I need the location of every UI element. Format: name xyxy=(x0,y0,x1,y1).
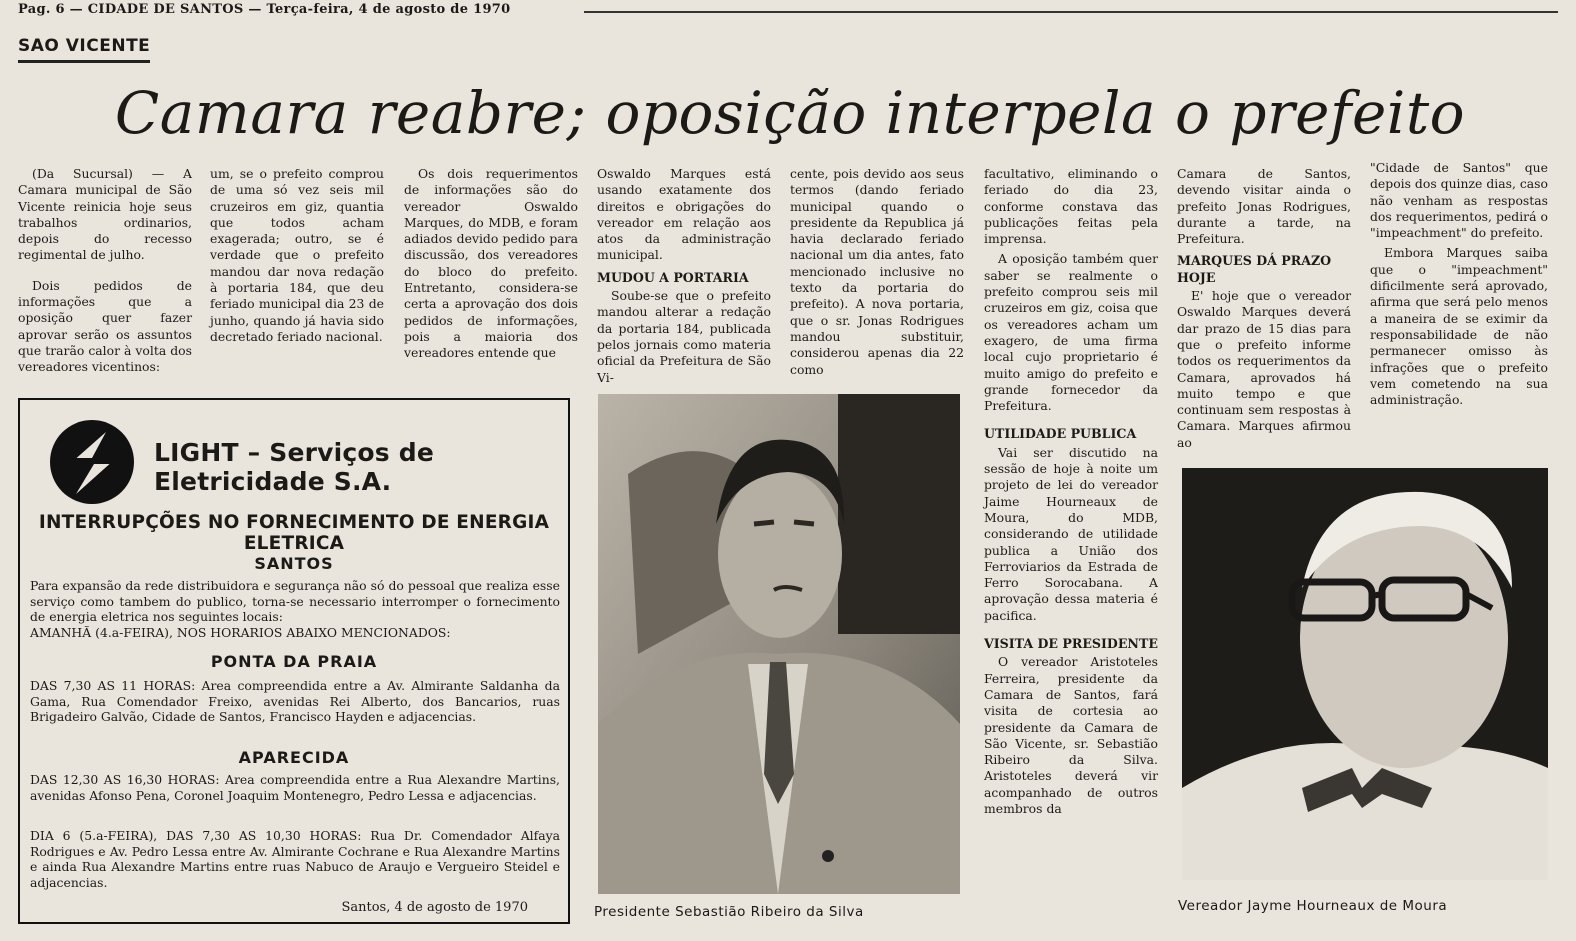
ad-area-text: DAS 7,30 AS 11 HORAS: Area compreendida entre a Av. Almirante Saldanha da Gama, Rua Comendador Freixo, avenidas Rei Alberto, dos Bancarios, ruas Brigadeiro Galvão, Cidade de Santos, Francisco Hayden e adjacencias. xyxy=(30,678,560,725)
paragraph: E' hoje que o vereador Oswaldo Marques deverá dar prazo de 15 dias para que o prefeito informe todos os requerimentos da Camara, aprovados há muito tempo e que continuam sem respostas à Camara. Marques afirmou ao xyxy=(1177,288,1351,450)
article-column-8 xyxy=(1370,160,1548,412)
paragraph: um, se o prefeito comprou de uma só vez seis mil cruzeiros em giz, quantia que todos acham exagerada; outro, se é verdade que o prefeito mandou dar nova redação à portaria 184, que deu feriado municipal dia 23 de junho, quando já havia sido decretado feriado nacional. xyxy=(210,166,384,344)
article-column-6 xyxy=(984,166,1158,821)
paragraph: Dois pedidos de informações que a oposição quer fazer aprovar serão os assuntos que trarão calor à volta dos vereadores vicentinos: xyxy=(18,277,192,375)
photo-vereador xyxy=(1182,468,1548,880)
photo-caption: Vereador Jayme Hourneaux de Moura xyxy=(1178,898,1448,914)
portrait-president-image xyxy=(598,394,960,894)
masthead-text: Pag. 6 — CIDADE DE SANTOS — Terça-feira, 4 de agosto de 1970 xyxy=(18,2,511,17)
paragraph: facultativo, eliminando o feriado do dia 23, conforme constava das publicações feitas pela imprensa. xyxy=(984,166,1158,247)
paragraph: (Da Sucursal) — A Camara municipal de São Vicente reinicia hoje seus trabalhos ordinarios, depois do recesso regimental de julho. xyxy=(18,166,192,263)
ad-intro-text xyxy=(30,578,560,640)
ad-area-heading: PONTA DA PRAIA xyxy=(210,652,378,671)
paragraph: Vai ser discutido na sessão de hoje à noite um projeto de lei do vereador Jaime Hourneaux de Moura, do MDB, considerando de utilidade publica a União dos Ferroviarios da Estrada de Ferro Sorocabana. A aprovação dessa materia é pacifica. xyxy=(984,444,1158,623)
photo-caption: Presidente Sebastião Ribeiro da Silva xyxy=(594,904,864,920)
article-column-1 xyxy=(18,166,192,380)
paragraph: A oposição também quer saber se realmente o prefeito comprou seis mil cruzeiros em giz, coisa que os vereadores acham um exagero, de uma firma local cujo proprietario é muito amigo do prefeito e grande fornecedor da Prefeitura. xyxy=(984,251,1158,414)
portrait-vereador-image xyxy=(1182,468,1548,880)
article-column-5 xyxy=(790,166,964,382)
subheading: VISITA DE PRESIDENTE xyxy=(984,636,1158,652)
light-advertisement xyxy=(18,398,570,924)
article-column-3 xyxy=(404,166,578,366)
article-column-2 xyxy=(210,166,384,349)
ad-banner: INTERRUPÇÕES NO FORNECIMENTO DE ENERGIA ELETRICA xyxy=(38,512,550,554)
subheading: MUDOU A PORTARIA xyxy=(597,269,749,285)
ad-intro: Para expansão da rede distribuidora e segurança não só do pessoal que realiza esse serviço como tambem do publico, torna-se necessario interromper o fornecimento de energia eletrica nos seguintes locais: xyxy=(30,578,560,625)
subheading: UTILIDADE PUBLICA xyxy=(984,426,1137,442)
masthead xyxy=(18,2,1558,20)
paragraph: Soube-se que o prefeito mandou alterar a redação da portaria 184, publicada pelos jornais como materia oficial da Prefeitura de São Vi- xyxy=(597,288,771,385)
section-label: SAO VICENTE xyxy=(18,36,150,63)
ad-area-text: DIA 6 (5.a-FEIRA), DAS 7,30 AS 10,30 HORAS: Rua Dr. Comendador Alfaya Rodrigues e Av. Pedro Lessa entre Av. Almirante Cochrane e Rua Alexandre Martins e ainda Rua Alexandre Martins entre ruas Nabuco de Araujo e Vergueiro Steidel e adjacencias. xyxy=(30,828,560,890)
subheading: MARQUES DÁ PRAZO HOJE xyxy=(1177,253,1332,285)
paragraph: Os dois requerimentos de informações são do vereador Oswaldo Marques, do MDB, e foram adiados devido pedido para discussão, dos vereadores do bloco do prefeito. Entretanto, considera-se certa a aprovação dos dois pedidos de informações, pois a maioria dos vereadores entende que xyxy=(404,166,578,361)
photo-president xyxy=(598,394,960,894)
paragraph: "Cidade de Santos" que depois dos quinze dias, caso não venham as respostas dos requerimentos, pedirá o "impeachment" do prefeito. xyxy=(1370,160,1548,241)
masthead-rule xyxy=(584,11,1558,13)
headline: Camara reabre; oposição interpela o prefeito xyxy=(114,79,1466,147)
ad-city-heading: SANTOS xyxy=(254,554,334,573)
paragraph: Embora Marques saiba que o "impeachment" dificilmente será aprovado, afirma que será pelo menos a maneira de se eximir da responsabilidade de não permanecer omisso às infrações que o prefeito vem cometendo na sua administração. xyxy=(1370,245,1548,408)
ad-company-name: LIGHT – Serviços de Eletricidade S.A. xyxy=(154,438,435,496)
paragraph: O vereador Aristoteles Ferreira, presidente da Camara de Santos, fará visita de cortesia ao presidente da Camara de São Vicente, sr. Sebastião Ribeiro da Silva. Aristoteles deverá vir acompanhado de outros membros da xyxy=(984,654,1158,816)
ad-area-heading: APARECIDA xyxy=(238,748,350,767)
ad-area-text: DAS 12,30 AS 16,30 HORAS: Area compreendida entre a Rua Alexandre Martins, avenidas Afonso Pena, Coronel Joaquim Montenegro, Pedro Lessa e adjacencias. xyxy=(30,772,560,803)
ad-date: Santos, 4 de agosto de 1970 xyxy=(341,900,528,915)
paragraph: cente, pois devido aos seus termos (dando feriado municipal quando o presidente da Republica já havia declarado feriado nacional um dia antes, fato mencionado inclusive no texto da portaria do prefeito). A nova portaria, que o sr. Jonas Rodrigues mandou substituir, considerou apenas dia 22 como xyxy=(790,166,964,377)
article-column-4 xyxy=(597,166,771,390)
paragraph: Oswaldo Marques está usando exatamente dos direitos e obrigações do vereador em relação aos atos da administração municipal. xyxy=(597,166,771,263)
article-column-7 xyxy=(1177,166,1351,455)
ad-when: AMANHÃ (4.a-FEIRA), NOS HORARIOS ABAIXO MENCIONADOS: xyxy=(30,624,451,640)
paragraph: Camara de Santos, devendo visitar ainda o prefeito Jonas Rodrigues, durante a tarde, na Prefeitura. xyxy=(1177,166,1351,247)
light-logo-icon xyxy=(48,418,136,506)
